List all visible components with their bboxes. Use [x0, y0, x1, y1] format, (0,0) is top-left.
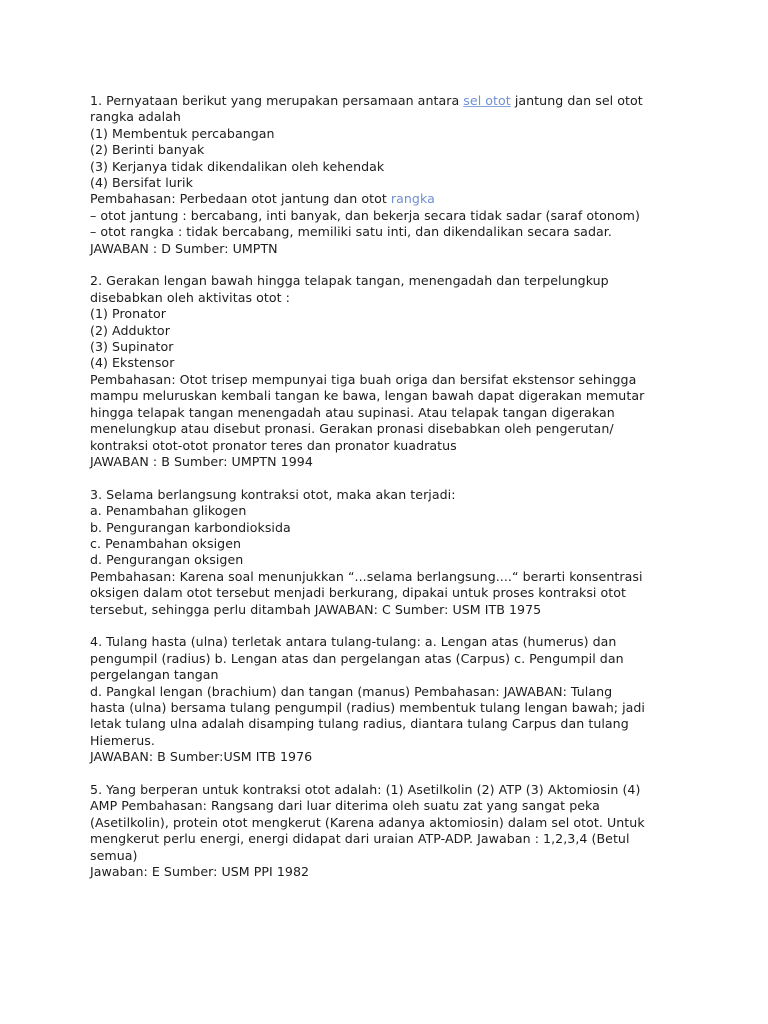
- question-2-line: Pembahasan: Otot trisep mempunyai tiga buah origa dan bersifat ekstensor sehingga: [90, 371, 637, 387]
- question-4-line: pergelangan tangan: [90, 667, 219, 683]
- question-4-line: 4. Tulang hasta (ulna) terletak antara tulang-tulang: a. Lengan atas (humerus) dan: [90, 634, 617, 650]
- sel-otot-link[interactable]: sel otot: [463, 93, 511, 108]
- question-1-option: (4) Bersifat lurik: [90, 175, 193, 191]
- question-1-option: (2) Berinti banyak: [90, 142, 205, 158]
- question-5-line: mengkerut perlu energi, energi didapat dari uraian ATP-ADP. Jawaban : 1,2,3,4 (Betul: [90, 831, 630, 847]
- question-2-line: menelungkup atau disebut pronasi. Gerakan pronasi disebabkan oleh pengerutan/: [90, 421, 614, 437]
- question-3-line: oksigen dalam otot tersebut menjadi berkurang, dipakai untuk proses kontraksi otot: [90, 585, 627, 601]
- question-2-line: (4) Ekstensor: [90, 355, 175, 371]
- question-1-intro: [90, 93, 690, 109]
- question-3-line: c. Penambahan oksigen: [90, 535, 242, 551]
- question-3-line: a. Penambahan glikogen: [90, 503, 247, 519]
- question-1-intro-line2: rangka adalah: [90, 109, 181, 125]
- question-4-line: letak tulang ulna adalah disamping tulang radius, diantara tulang Carpus dan tulang: [90, 716, 629, 732]
- question-1: [90, 93, 690, 257]
- question-2-line: disebabkan oleh aktivitas otot :: [90, 289, 290, 305]
- question-1-pembahasan-text: Pembahasan: Perbedaan otot jantung dan otot: [90, 191, 391, 207]
- question-5-line: AMP Pembahasan: Rangsang dari luar diterima oleh suatu zat yang sangat peka: [90, 798, 600, 814]
- question-4-line: d. Pangkal lengan (brachium) dan tangan (manus) Pembahasan: JAWABAN: Tulang: [90, 683, 613, 699]
- question-3-answer: tersebut, sehingga perlu ditambah JAWABAN: C Sumber: USM ITB 1975: [90, 601, 542, 617]
- question-5-answer: Jawaban: E Sumber: USM PPI 1982: [90, 864, 310, 880]
- question-4: [90, 634, 690, 765]
- question-1-intro-text: 1. Pernyataan berikut yang merupakan persamaan antara: [90, 93, 464, 108]
- question-1-pembahasan: [90, 191, 690, 207]
- question-4-answer: JAWABAN: B Sumber:USM ITB 1976: [90, 749, 313, 765]
- question-1-option: (3) Kerjanya tidak dikendalikan oleh kehendak: [90, 158, 385, 174]
- question-5: [90, 782, 690, 880]
- question-2-answer: JAWABAN : B Sumber: UMPTN 1994: [90, 453, 313, 469]
- question-1-point: – otot rangka : tidak bercabang, memiliki satu inti, dan dikendalikan secara sadar.: [90, 224, 612, 240]
- question-3-line: d. Pengurangan oksigen: [90, 552, 244, 568]
- question-4-line: hasta (ulna) bersama tulang pengumpil (radius) membentuk tulang lengan bawah; jadi: [90, 699, 645, 715]
- question-2-line: (2) Adduktor: [90, 322, 170, 338]
- question-5-line: 5. Yang berperan untuk kontraksi otot adalah: (1) Asetilkolin (2) ATP (3) Aktomiosin (4): [90, 782, 641, 797]
- question-2-line: (3) Supinator: [90, 339, 174, 355]
- question-2-line: mampu meluruskan kembali tangan ke bawa, lengan bawah dapat digerakan memutar: [90, 388, 645, 404]
- question-2-line: hingga telapak tangan menengadah atau supinasi. Atau telapak tangan digerakan: [90, 404, 615, 420]
- question-4-line: Hiemerus.: [90, 732, 155, 748]
- question-1-answer: JAWABAN : D Sumber: UMPTN: [90, 240, 278, 256]
- question-2-line: kontraksi otot-otot pronator teres dan pronator kuadratus: [90, 437, 457, 453]
- question-5-line: semua): [90, 847, 138, 863]
- document-page: [90, 93, 690, 897]
- question-4-line: pengumpil (radius) b. Lengan atas dan pergelangan atas (Carpus) c. Pengumpil dan: [90, 650, 624, 666]
- question-1-intro-tail: jantung dan sel otot: [510, 93, 643, 108]
- question-2-line: 2. Gerakan lengan bawah hingga telapak tangan, menengadah dan terpelungkup: [90, 273, 609, 289]
- question-3-line: Pembahasan: Karena soal menunjukkan “...selama berlangsung....“ berarti konsentrasi: [90, 568, 643, 584]
- rangka-link[interactable]: rangka: [390, 191, 435, 207]
- question-1-point: – otot jantung : bercabang, inti banyak, dan bekerja secara tidak sadar (saraf otonom): [90, 207, 640, 223]
- question-5-line: (Asetilkolin), protein otot mengkerut (Karena adanya aktomiosin) dalam sel otot. Untuk: [90, 814, 645, 830]
- question-3-line: 3. Selama berlangsung kontraksi otot, maka akan terjadi:: [90, 486, 456, 502]
- question-2: [90, 273, 690, 470]
- question-1-option: (1) Membentuk percabangan: [90, 125, 275, 141]
- question-2-line: (1) Pronator: [90, 306, 166, 322]
- question-3-line: b. Pengurangan karbondioksida: [90, 519, 291, 535]
- question-3: [90, 487, 690, 618]
